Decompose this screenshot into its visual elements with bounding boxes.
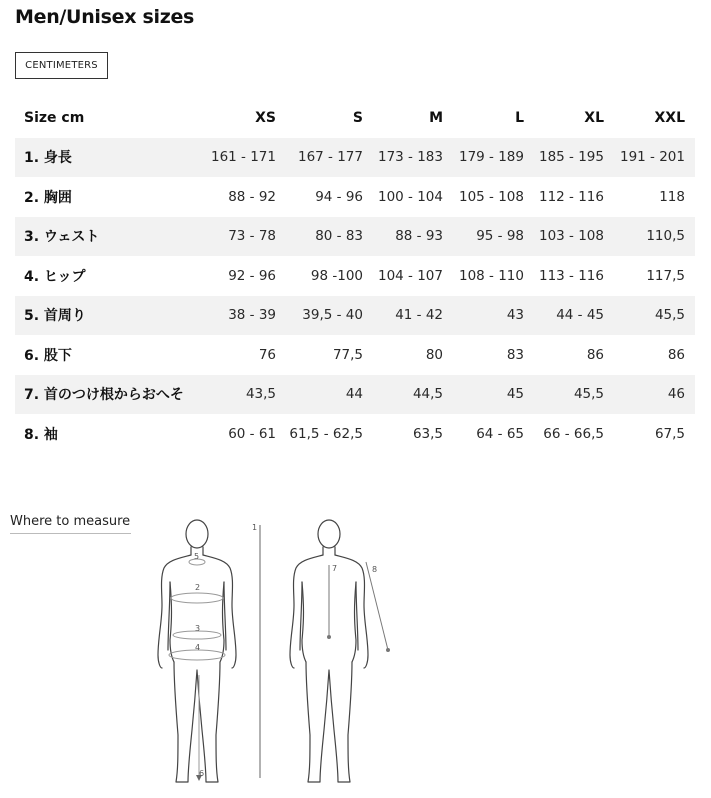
table-cell: 60 - 61: [228, 425, 276, 442]
table-cell: 45,5: [573, 386, 604, 403]
table-row: [15, 138, 695, 178]
table-cell: 86: [667, 346, 685, 363]
table-row: [15, 256, 695, 296]
table-cell: 92 - 96: [228, 267, 276, 284]
size-header-xs: XS: [255, 109, 276, 126]
table-cell: 113 - 116: [539, 267, 604, 284]
table-cell: 46: [667, 386, 685, 403]
table-cell: 66 - 66,5: [543, 425, 604, 442]
row-label: 6. 股下: [24, 347, 72, 364]
table-cell: 38 - 39: [228, 307, 276, 324]
row-label: 3. ウェスト: [24, 229, 100, 246]
marker-2: 2: [195, 583, 201, 592]
table-cell: 86: [586, 346, 604, 363]
table-row: [15, 414, 695, 454]
table-cell: 185 - 195: [539, 149, 604, 166]
marker-5: 5: [194, 552, 200, 561]
table-cell: 80: [425, 346, 443, 363]
marker-3: 3: [195, 624, 201, 633]
marker-8: 8: [372, 565, 378, 574]
table-cell: 63,5: [412, 425, 443, 442]
table-cell: 64 - 65: [476, 425, 524, 442]
marker-4: 4: [195, 643, 201, 652]
table-cell: 44,5: [412, 386, 443, 403]
front-measure-lines: [169, 525, 260, 778]
table-cell: 73 - 78: [228, 228, 276, 245]
table-cell: 104 - 107: [378, 267, 443, 284]
table-cell: 41 - 42: [395, 307, 443, 324]
table-cell: 179 - 189: [459, 149, 524, 166]
size-table: [15, 98, 695, 454]
marker-6: 6: [199, 769, 205, 778]
table-cell: 45: [506, 386, 524, 403]
size-header-xxl: XXL: [654, 109, 685, 126]
table-row: [15, 217, 695, 257]
page-title: Men/Unisex sizes: [15, 6, 195, 28]
table-cell: 117,5: [646, 267, 685, 284]
table-cell: 88 - 92: [228, 188, 276, 205]
where-to-measure-label: Where to measure: [10, 514, 131, 534]
table-cell: 103 - 108: [539, 228, 604, 245]
table-cell: 44: [345, 386, 363, 403]
table-cell: 45,5: [654, 307, 685, 324]
table-cell: 105 - 108: [459, 188, 524, 205]
measurement-figures: [140, 510, 400, 795]
table-cell: 108 - 110: [459, 267, 524, 284]
table-cell: 118: [659, 188, 685, 205]
unit-toggle-button[interactable]: CENTIMETERS: [15, 52, 108, 79]
row-label: 4. ヒップ: [24, 268, 86, 285]
table-cell: 67,5: [654, 425, 685, 442]
table-cell: 100 - 104: [378, 188, 443, 205]
row-label: 5. 首周り: [24, 308, 86, 325]
table-cell: 44 - 45: [556, 307, 604, 324]
table-cell: 43: [506, 307, 524, 324]
table-cell: 173 - 183: [378, 149, 443, 166]
table-cell: 83: [506, 346, 524, 363]
marker-7: 7: [332, 564, 338, 573]
table-row: [15, 296, 695, 336]
size-header-xl: XL: [584, 109, 604, 126]
row-label: 1. 身長: [24, 150, 72, 167]
table-row: [15, 375, 695, 415]
table-cell: 112 - 116: [539, 188, 604, 205]
table-cell: 167 - 177: [298, 149, 363, 166]
table-cell: 191 - 201: [620, 149, 685, 166]
size-header-l: L: [515, 109, 524, 126]
table-cell: 94 - 96: [315, 188, 363, 205]
marker-1: 1: [252, 523, 258, 532]
table-cell: 43,5: [245, 386, 276, 403]
row-label: 8. 袖: [24, 426, 58, 443]
table-cell: 98 -100: [310, 267, 363, 284]
table-cell: 88 - 93: [395, 228, 443, 245]
row-label: 7. 首のつけ根からおへそ: [24, 387, 184, 404]
table-cell: 77,5: [332, 346, 363, 363]
table-cell: 95 - 98: [476, 228, 524, 245]
table-row: [15, 335, 695, 375]
table-cell: 39,5 - 40: [302, 307, 363, 324]
row-label: 2. 胸囲: [24, 189, 72, 206]
size-header-s: S: [352, 109, 363, 126]
table-header-row: [15, 98, 695, 138]
size-header-m: M: [429, 109, 443, 126]
table-cell: 110,5: [646, 228, 685, 245]
table-row: [15, 177, 695, 217]
table-cell: 61,5 - 62,5: [289, 425, 363, 442]
back-body-figure: [290, 520, 368, 782]
header-label: Size cm: [24, 109, 85, 126]
table-cell: 76: [258, 346, 276, 363]
back-measure-lines: [328, 562, 390, 652]
table-cell: 161 - 171: [211, 149, 276, 166]
table-cell: 80 - 83: [315, 228, 363, 245]
